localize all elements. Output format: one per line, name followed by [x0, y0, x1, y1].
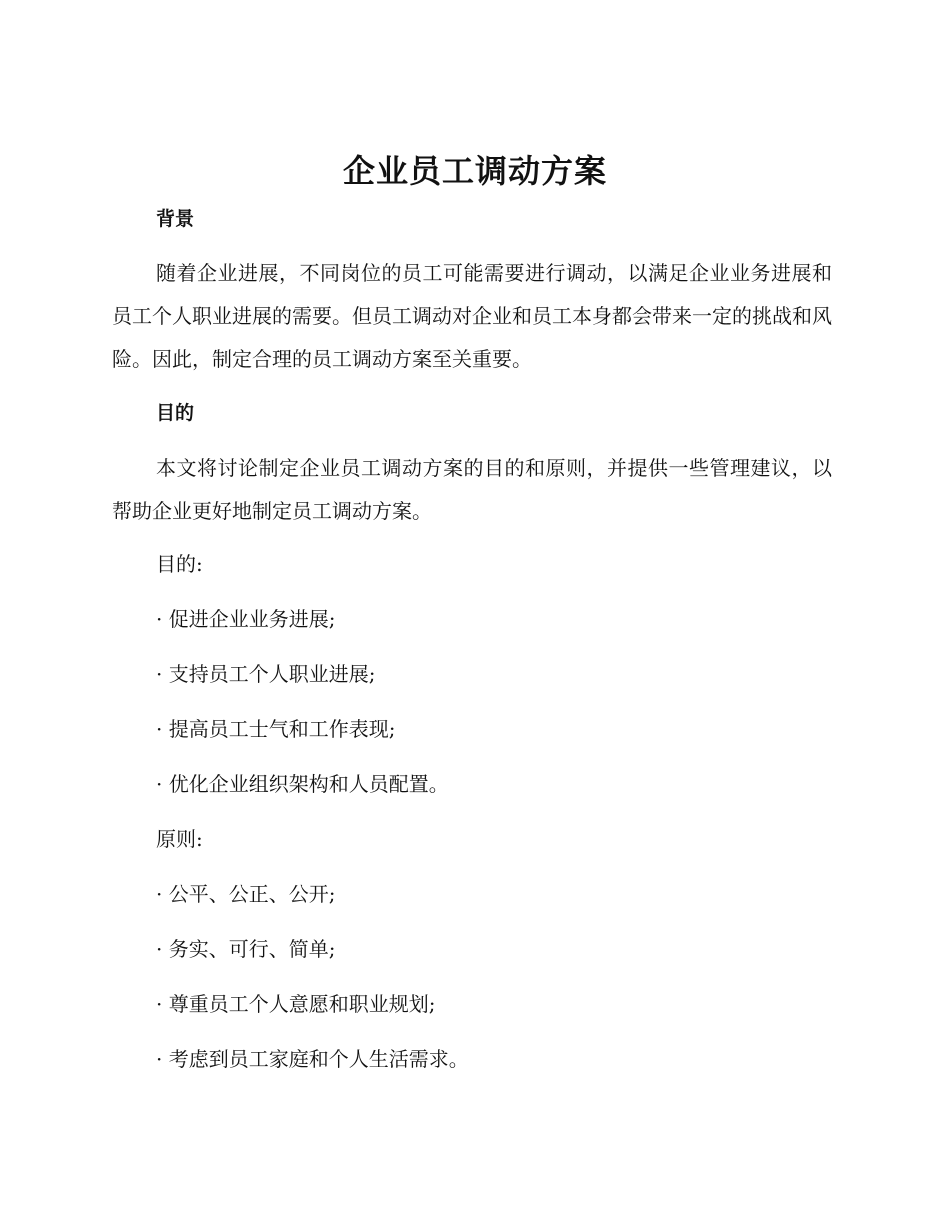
goal-list-item: · 提高员工士气和工作表现;	[156, 717, 396, 741]
principle-list-item: · 考虑到员工家庭和个人生活需求。	[156, 1047, 469, 1071]
section-heading-purpose: 目的	[156, 402, 195, 424]
principles-label: 原则:	[156, 827, 203, 851]
goal-list-item: · 支持员工个人职业进展;	[156, 662, 376, 686]
principle-list-item: · 公平、公正、公开;	[156, 882, 336, 906]
goal-list-item: · 优化企业组织架构和人员配置。	[156, 772, 449, 796]
document-title: 企业员工调动方案	[342, 152, 607, 190]
goal-list-item: · 促进企业业务进展;	[156, 607, 336, 631]
principle-list-item: · 尊重员工个人意愿和职业规划;	[156, 992, 436, 1016]
principle-list-item: · 务实、可行、简单;	[156, 937, 336, 961]
background-paragraph: 随着企业进展，不同岗位的员工可能需要进行调动，以满足企业业务进展和员工个人职业进展的需要。但员工调动对企业和员工本身都会带来一定的挑战和风险。因此，制定合理的员工调动方案至关重要。	[112, 261, 832, 371]
section-heading-background: 背景	[156, 208, 195, 230]
goals-label: 目的:	[156, 552, 203, 576]
purpose-paragraph: 本文将讨论制定企业员工调动方案的目的和原则，并提供一些管理建议，以帮助企业更好地制定员工调动方案。	[112, 456, 832, 523]
